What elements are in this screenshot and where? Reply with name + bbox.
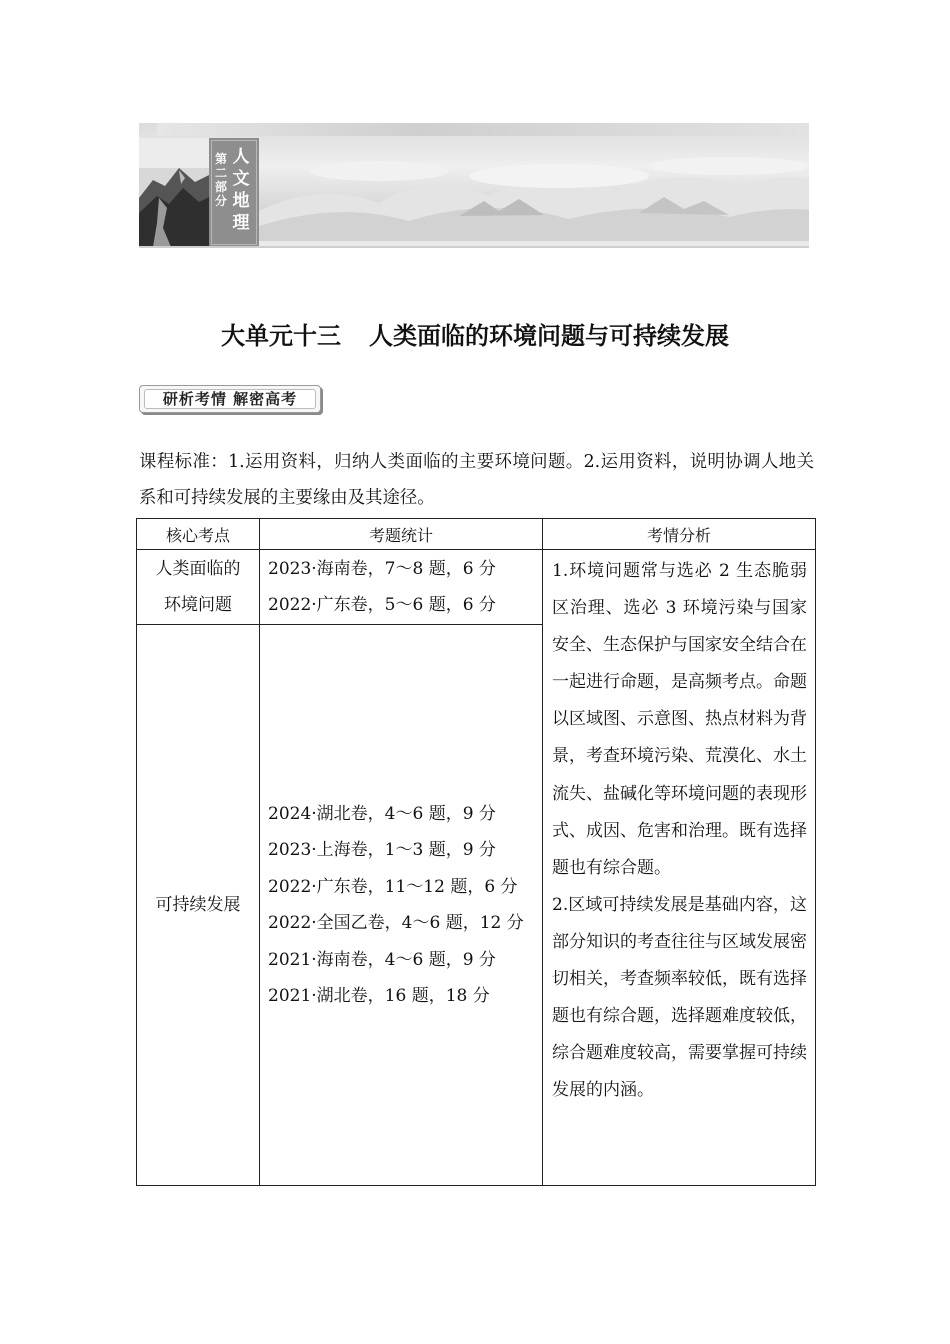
stats-line: 2022·广东卷，5～6 题，6 分 — [268, 595, 496, 615]
part-badge — [209, 138, 259, 247]
section-tag-label: 研析考情 解密高考 — [162, 390, 298, 408]
unit-number: 大单元十三 — [221, 322, 341, 350]
part-banner — [139, 123, 809, 247]
table-header-row — [137, 519, 816, 550]
mountain-image — [139, 138, 211, 247]
part-label: 第二部分 — [214, 152, 227, 208]
table-row — [137, 550, 816, 625]
analysis-paragraph: 1.环境问题常与选必 2 生态脆弱区治理、选必 3 环境污染与国家安全、生态保护与国家安全结合在一起进行命题，是高频考点。命题以区域图、示意图、热点材料为背景，考查环境污染、荒漠化、水土流失、盐碱化等环境问题的表现形式、成因、危害和治理。既有选择题也有综合题。 — [552, 561, 807, 878]
core-point-text: 可持续发展 — [155, 895, 241, 915]
stats-line: 2022·全国乙卷，4～6 题，12 分 — [268, 913, 524, 933]
subject-label: 人文地理 — [232, 147, 250, 233]
page-title — [0, 316, 950, 351]
analysis-paragraph: 2.区域可持续发展是基础内容，这部分知识的考查往往与区域发展密切相关，考查频率较低，既有选择题也有综合题，选择题难度较低，综合题难度较高，需要掌握可持续发展的内涵。 — [552, 894, 807, 1101]
analysis-cell — [543, 550, 816, 1186]
stats-cell — [260, 550, 543, 625]
header-core-point: 核心考点 — [137, 519, 260, 550]
core-point-cell — [137, 625, 260, 1186]
stats-line: 2021·湖北卷，16 题，18 分 — [268, 986, 490, 1006]
stats-cell — [260, 625, 543, 1186]
banner-landscape-image — [259, 141, 809, 241]
stats-line: 2023·上海卷，1～3 题，9 分 — [268, 840, 496, 860]
curriculum-standard: 课程标准：1.运用资料，归纳人类面临的主要环境问题。2.运用资料，说明协调人地关系和可持续发展的主要缘由及其途径。 — [139, 452, 814, 508]
core-point-cell — [137, 550, 260, 625]
banner-top-strip — [157, 123, 809, 136]
stats-line: 2024·湖北卷，4～6 题，9 分 — [268, 803, 496, 824]
stats-line: 2022·广东卷，11～12 题，6 分 — [268, 876, 518, 897]
header-question-stats: 考题统计 — [260, 519, 543, 550]
exam-analysis-table — [136, 518, 816, 1186]
banner-divider — [139, 246, 809, 248]
unit-topic: 人类面临的环境问题与可持续发展 — [369, 322, 729, 350]
stats-line: 2023·海南卷，7～8 题，6 分 — [268, 558, 496, 579]
stats-line: 2021·海南卷，4～6 题，9 分 — [268, 949, 496, 970]
header-analysis: 考情分析 — [543, 519, 816, 550]
core-point-text: 人类面临的环境问题 — [155, 559, 241, 615]
section-tag — [139, 385, 321, 413]
